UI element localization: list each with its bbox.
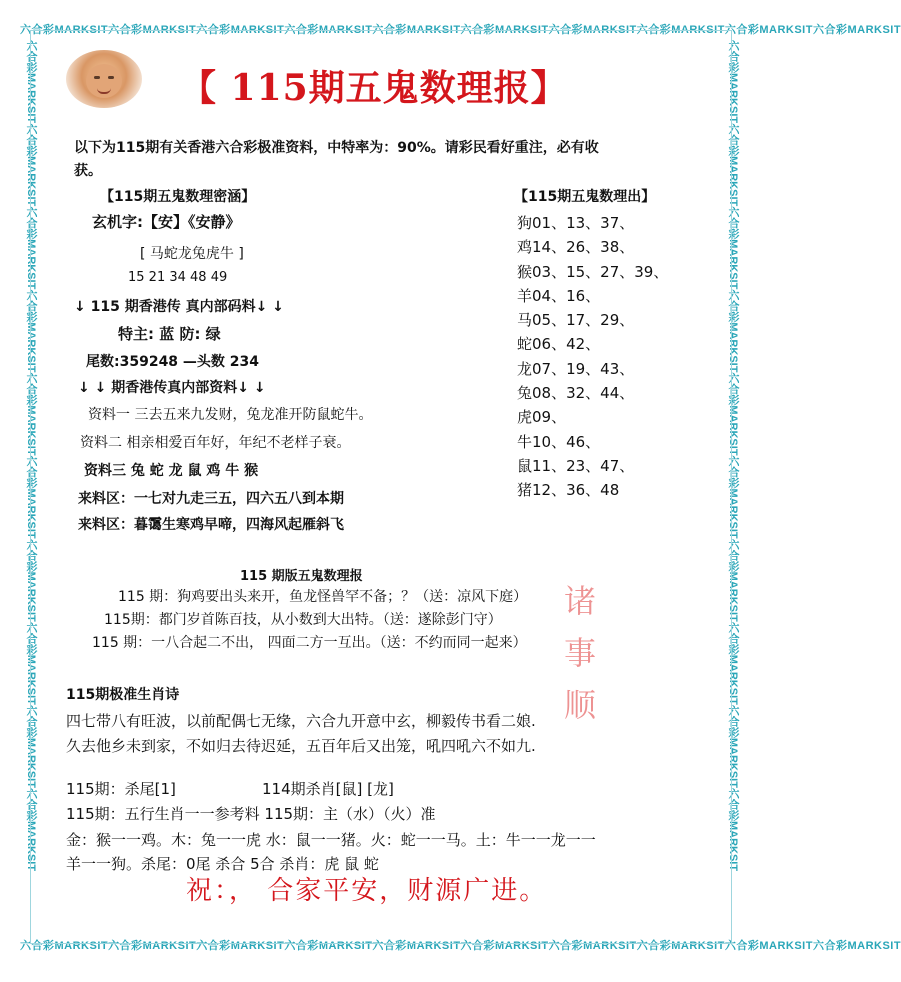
list-item: 鸡14、26、38、 xyxy=(517,238,635,257)
poem-line-2: 久去他乡未到家，不如归去待迟延，五百年后又出笼，吼四吼六不如九. xyxy=(66,737,536,755)
hk-fax-title-2: ↓ ↓ 期香港传真内部资料↓ ↓ xyxy=(78,380,266,396)
intro-line-1: 以下为115期有关香港六合彩极准资料，中特率为：90%。请彩民看好重注，必有收 xyxy=(74,140,599,156)
xuanji-line: 玄机字:【安】《安静》 xyxy=(92,213,241,231)
elements-line-2: 羊一一狗。杀尾：0尾 杀合 5合 杀肖：虎 鼠 蛇 xyxy=(66,855,379,873)
wei-shu-line: 尾数:359248 —头数 234 xyxy=(86,354,260,370)
prediction-line-2: 115期：都门岁首陈百技，从小数到大出特。（送：遂除彭门守） xyxy=(104,612,502,628)
list-item: 猪12、36、48 xyxy=(517,481,620,500)
eye-icon xyxy=(108,76,114,79)
prediction-line-3: 115 期：一八合起二不出， 四面二方一互出。（送：不约而同一起来） xyxy=(92,635,527,651)
secret-section-title: 【115期五鬼数理密涵】 xyxy=(100,189,256,205)
list-item: 兔08、32、44、 xyxy=(517,384,635,403)
list-item: 狗01、13、37、 xyxy=(517,214,635,232)
poem-title: 115期极准生肖诗 xyxy=(66,687,180,703)
hk-fax-title: ↓ 115 期香港传 真内部码料↓ ↓ xyxy=(74,299,284,315)
list-item: 猴03、15、27、39、 xyxy=(517,262,669,281)
list-item: 虎09、 xyxy=(517,408,567,427)
laiyu-1: 来料区：一七对九走三五，四六五八到本期 xyxy=(78,491,344,507)
eye-icon xyxy=(94,76,100,79)
left-watermark-border: 六合彩MARKSIT六合彩MARKSIT六合彩MARKSIT六合彩MARKSIT六合彩MARKSIT六合彩MARKSIT六合彩MARKSIT六合彩MARKSIT六合彩MARKSIT六合彩MARKSIT xyxy=(25,40,37,872)
wuxing-line: 115期：五行生肖一一参考料 115期：主（水）（火）准 xyxy=(66,805,436,823)
prediction-line-1: 115 期：狗鸡要出头来开，鱼龙怪兽罕不备；？（送：凉风下庭） xyxy=(118,589,528,605)
laiyu-2: 来料区：暮霭生寒鸡早啼，四海风起雁斜飞 xyxy=(78,517,344,533)
avatar-portrait xyxy=(66,50,142,108)
ziliao-1: 资料一 三去五来九发财，兔龙准开防鼠蛇牛。 xyxy=(88,407,373,423)
bottom-watermark-border: 六合彩MARKSIT六合彩MARKSIT六合彩MARKSIT六合彩MARKSIT六合彩MARKSIT六合彩MARKSIT六合彩MARKSIT六合彩MARKSIT六合彩MARKSIT六合彩MARKSIT xyxy=(20,940,901,952)
list-item: 鼠11、23、47、 xyxy=(517,456,635,475)
list-item: 羊04、16、 xyxy=(517,286,601,305)
te-zhu-line: 特主: 蓝 防: 绿 xyxy=(118,325,221,343)
poem-line-1: 四七带八有旺波，以前配偶七无缘，六合九开意中玄，柳毅传书看二娘. xyxy=(66,712,536,730)
sha-xiao-prev-line: 114期杀肖[鼠] [龙] xyxy=(262,780,394,798)
intro-line-2: 获。 xyxy=(74,163,102,179)
sha-wei-line: 115期：杀尾[1] xyxy=(66,780,176,798)
red-stamp: 诸事顺 xyxy=(563,582,596,724)
mouth-icon xyxy=(97,88,111,94)
middle-subtitle: 115 期版五鬼数理报 xyxy=(240,569,363,584)
elements-line: 金：猴一一鸡。木：兔一一虎 水：鼠一一猪。火：蛇一一马。土：牛一一龙一一 xyxy=(66,831,596,849)
list-item: 马05、17、29、 xyxy=(517,311,635,330)
ziliao-2: 资料二 相亲相爱百年好，年纪不老样子衰。 xyxy=(80,435,351,451)
right-watermark-border: 六合彩MARKSIT六合彩MARKSIT六合彩MARKSIT六合彩MARKSIT六合彩MARKSIT六合彩MARKSIT六合彩MARKSIT六合彩MARKSIT六合彩MARKSIT六合彩MARKSIT xyxy=(727,40,739,872)
zodiac-list: [ 马蛇龙兔虎牛 ] xyxy=(140,246,244,262)
face-icon xyxy=(86,64,122,98)
list-item: 牛10、46、 xyxy=(517,432,601,451)
list-item: 龙07、19、43、 xyxy=(517,359,635,378)
zodiac-number-list xyxy=(517,212,668,504)
number-list: 15 21 34 48 49 xyxy=(128,270,228,285)
wish-text: 祝：， 合家平安，财源广进。 xyxy=(186,876,548,906)
top-watermark-border: 六合彩MARKSIT六合彩MARKSIT六合彩MARKSIT六合彩MARKSIT六合彩MARKSIT六合彩MARKSIT六合彩MARKSIT六合彩MARKSIT六合彩MARKSIT六合彩MARKSIT xyxy=(20,24,901,36)
page-title: 【 115期五鬼数理报】 xyxy=(180,67,568,109)
list-item: 蛇06、42、 xyxy=(517,335,601,354)
zodiac-number-title: 【115期五鬼数理出】 xyxy=(514,189,656,205)
ziliao-3: 资料三 兔 蛇 龙 鼠 鸡 牛 猴 xyxy=(84,463,259,479)
